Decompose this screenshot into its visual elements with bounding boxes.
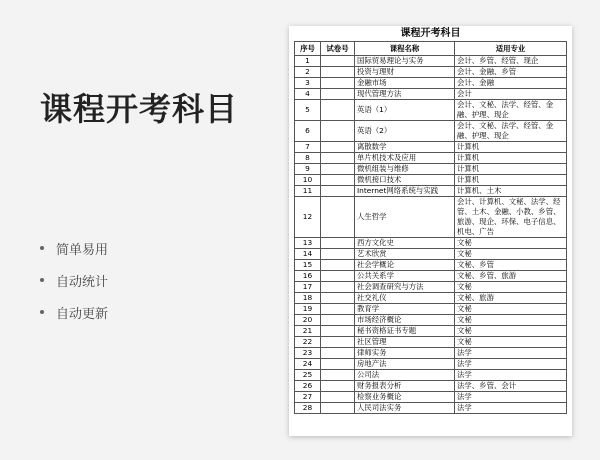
spreadsheet-preview bbox=[289, 26, 572, 436]
table-row bbox=[295, 175, 567, 186]
course-name: 秘书资格证书专题 bbox=[355, 326, 455, 337]
course-name: 社交礼仪 bbox=[355, 293, 455, 304]
table-row bbox=[295, 337, 567, 348]
table-row bbox=[295, 186, 567, 197]
applicable-majors: 文秘 bbox=[455, 315, 567, 326]
row-number: 28 bbox=[295, 403, 321, 414]
paper-number bbox=[321, 337, 355, 348]
column-header-no: 序号 bbox=[295, 42, 321, 56]
table-row bbox=[295, 381, 567, 392]
row-number: 8 bbox=[295, 153, 321, 164]
paper-number bbox=[321, 293, 355, 304]
course-name: 房地产法 bbox=[355, 359, 455, 370]
row-number: 3 bbox=[295, 78, 321, 89]
applicable-majors: 法学 bbox=[455, 392, 567, 403]
table-row bbox=[295, 67, 567, 78]
table-row bbox=[295, 326, 567, 337]
table-row bbox=[295, 153, 567, 164]
applicable-majors: 法学 bbox=[455, 370, 567, 381]
row-number: 12 bbox=[295, 197, 321, 238]
table-row bbox=[295, 164, 567, 175]
paper-number bbox=[321, 260, 355, 271]
course-table bbox=[294, 41, 567, 414]
row-number: 23 bbox=[295, 348, 321, 359]
course-name: 人民司法实务 bbox=[355, 403, 455, 414]
course-name: 离散数学 bbox=[355, 142, 455, 153]
paper-number bbox=[321, 197, 355, 238]
row-number: 20 bbox=[295, 315, 321, 326]
table-row bbox=[295, 142, 567, 153]
applicable-majors: 法学 bbox=[455, 348, 567, 359]
paper-number bbox=[321, 121, 355, 142]
paper-number bbox=[321, 315, 355, 326]
paper-number bbox=[321, 271, 355, 282]
paper-number bbox=[321, 67, 355, 78]
course-name: 投资与理财 bbox=[355, 67, 455, 78]
table-row bbox=[295, 89, 567, 100]
bullet-icon bbox=[40, 278, 44, 282]
feature-item bbox=[40, 264, 108, 296]
row-number: 18 bbox=[295, 293, 321, 304]
table-body bbox=[295, 56, 567, 414]
paper-number bbox=[321, 304, 355, 315]
applicable-majors: 会计 bbox=[455, 89, 567, 100]
row-number: 27 bbox=[295, 392, 321, 403]
row-number: 9 bbox=[295, 164, 321, 175]
table-row bbox=[295, 56, 567, 67]
row-number: 25 bbox=[295, 370, 321, 381]
feature-item bbox=[40, 296, 108, 328]
table-row bbox=[295, 271, 567, 282]
applicable-majors: 会计、金融 bbox=[455, 78, 567, 89]
applicable-majors: 文秘 bbox=[455, 282, 567, 293]
row-number: 4 bbox=[295, 89, 321, 100]
table-header-row bbox=[295, 42, 567, 56]
row-number: 13 bbox=[295, 238, 321, 249]
paper-number bbox=[321, 56, 355, 67]
course-name: 艺术欣赏 bbox=[355, 249, 455, 260]
paper-number bbox=[321, 381, 355, 392]
table-row bbox=[295, 249, 567, 260]
row-number: 11 bbox=[295, 186, 321, 197]
course-name: 现代管理方法 bbox=[355, 89, 455, 100]
table-row bbox=[295, 197, 567, 238]
paper-number bbox=[321, 326, 355, 337]
applicable-majors: 文秘 bbox=[455, 249, 567, 260]
paper-number bbox=[321, 238, 355, 249]
applicable-majors: 文秘 bbox=[455, 326, 567, 337]
table-row bbox=[295, 260, 567, 271]
applicable-majors: 文秘、乡管 bbox=[455, 260, 567, 271]
course-name: 教育学 bbox=[355, 304, 455, 315]
applicable-majors: 计算机 bbox=[455, 175, 567, 186]
feature-list bbox=[40, 232, 108, 328]
row-number: 17 bbox=[295, 282, 321, 293]
applicable-majors: 文秘、旅游 bbox=[455, 293, 567, 304]
row-number: 21 bbox=[295, 326, 321, 337]
applicable-majors: 文秘 bbox=[455, 304, 567, 315]
course-name: 检察业务概论 bbox=[355, 392, 455, 403]
table-row bbox=[295, 304, 567, 315]
course-name: 微机接口技术 bbox=[355, 175, 455, 186]
course-name: 微机组装与维修 bbox=[355, 164, 455, 175]
paper-number bbox=[321, 175, 355, 186]
applicable-majors: 会计、金融、乡管 bbox=[455, 67, 567, 78]
applicable-majors: 法学 bbox=[455, 403, 567, 414]
paper-number bbox=[321, 89, 355, 100]
applicable-majors: 法学、乡管、会计 bbox=[455, 381, 567, 392]
row-number: 7 bbox=[295, 142, 321, 153]
applicable-majors: 计算机 bbox=[455, 153, 567, 164]
course-name: 公司法 bbox=[355, 370, 455, 381]
table-row bbox=[295, 370, 567, 381]
paper-number bbox=[321, 186, 355, 197]
course-name: 英语（1） bbox=[355, 100, 455, 121]
course-name: 公共关系学 bbox=[355, 271, 455, 282]
course-name: 社会学概论 bbox=[355, 260, 455, 271]
row-number: 14 bbox=[295, 249, 321, 260]
paper-number bbox=[321, 249, 355, 260]
applicable-majors: 会计、文秘、法学、经管、金融、护理、现企 bbox=[455, 100, 567, 121]
page-title: 课程开考科目 bbox=[40, 90, 239, 128]
course-name: 英语（2） bbox=[355, 121, 455, 142]
applicable-majors: 计算机、土木 bbox=[455, 186, 567, 197]
row-number: 5 bbox=[295, 100, 321, 121]
course-name: 律师实务 bbox=[355, 348, 455, 359]
applicable-majors: 计算机 bbox=[455, 164, 567, 175]
paper-number bbox=[321, 392, 355, 403]
row-number: 6 bbox=[295, 121, 321, 142]
bullet-icon bbox=[40, 246, 44, 250]
applicable-majors: 文秘、乡管、旅游 bbox=[455, 271, 567, 282]
table-row bbox=[295, 100, 567, 121]
course-name: 市场经济概论 bbox=[355, 315, 455, 326]
column-header-paper: 试卷号 bbox=[321, 42, 355, 56]
applicable-majors: 会计、文秘、法学、经管、金融、护理、现企 bbox=[455, 121, 567, 142]
paper-number bbox=[321, 348, 355, 359]
table-row bbox=[295, 403, 567, 414]
course-name: 财务报表分析 bbox=[355, 381, 455, 392]
course-name: 西方文化史 bbox=[355, 238, 455, 249]
row-number: 1 bbox=[295, 56, 321, 67]
paper-number bbox=[321, 142, 355, 153]
paper-number bbox=[321, 153, 355, 164]
course-name: 人生哲学 bbox=[355, 197, 455, 238]
paper-number bbox=[321, 100, 355, 121]
feature-label: 自动统计 bbox=[56, 274, 109, 290]
table-row bbox=[295, 238, 567, 249]
table-row bbox=[295, 315, 567, 326]
paper-number bbox=[321, 403, 355, 414]
table-row bbox=[295, 348, 567, 359]
table-row bbox=[295, 121, 567, 142]
row-number: 24 bbox=[295, 359, 321, 370]
table-row bbox=[295, 392, 567, 403]
applicable-majors: 文秘 bbox=[455, 337, 567, 348]
table-row bbox=[295, 282, 567, 293]
row-number: 19 bbox=[295, 304, 321, 315]
applicable-majors: 会计、乡管、经管、现企 bbox=[455, 56, 567, 67]
paper-number bbox=[321, 282, 355, 293]
course-name: 社区管理 bbox=[355, 337, 455, 348]
feature-label: 自动更新 bbox=[56, 306, 109, 322]
paper-number bbox=[321, 78, 355, 89]
course-name: 金融市场 bbox=[355, 78, 455, 89]
paper-number bbox=[321, 370, 355, 381]
table-row bbox=[295, 359, 567, 370]
row-number: 15 bbox=[295, 260, 321, 271]
row-number: 2 bbox=[295, 67, 321, 78]
row-number: 26 bbox=[295, 381, 321, 392]
column-header-majors: 适用专业 bbox=[455, 42, 567, 56]
table-row bbox=[295, 78, 567, 89]
course-name: Internet网络系统与实践 bbox=[355, 186, 455, 197]
document-title: 课程开考科目 bbox=[400, 28, 461, 39]
applicable-majors: 法学 bbox=[455, 359, 567, 370]
row-number: 22 bbox=[295, 337, 321, 348]
bullet-icon bbox=[40, 310, 44, 314]
table-row bbox=[295, 293, 567, 304]
applicable-majors: 会计、计算机、文秘、法学、经管、土木、金融、小教、乡管、旅游、现企、环保、电子信息、机电、广告 bbox=[455, 197, 567, 238]
course-name: 社会调查研究与方法 bbox=[355, 282, 455, 293]
course-name: 单片机技术及应用 bbox=[355, 153, 455, 164]
applicable-majors: 文秘 bbox=[455, 238, 567, 249]
feature-item bbox=[40, 232, 108, 264]
row-number: 16 bbox=[295, 271, 321, 282]
feature-label: 简单易用 bbox=[56, 242, 109, 258]
column-header-course: 课程名称 bbox=[355, 42, 455, 56]
row-number: 10 bbox=[295, 175, 321, 186]
course-name: 国际贸易理论与实务 bbox=[355, 56, 455, 67]
paper-number bbox=[321, 164, 355, 175]
applicable-majors: 计算机 bbox=[455, 142, 567, 153]
paper-number bbox=[321, 359, 355, 370]
